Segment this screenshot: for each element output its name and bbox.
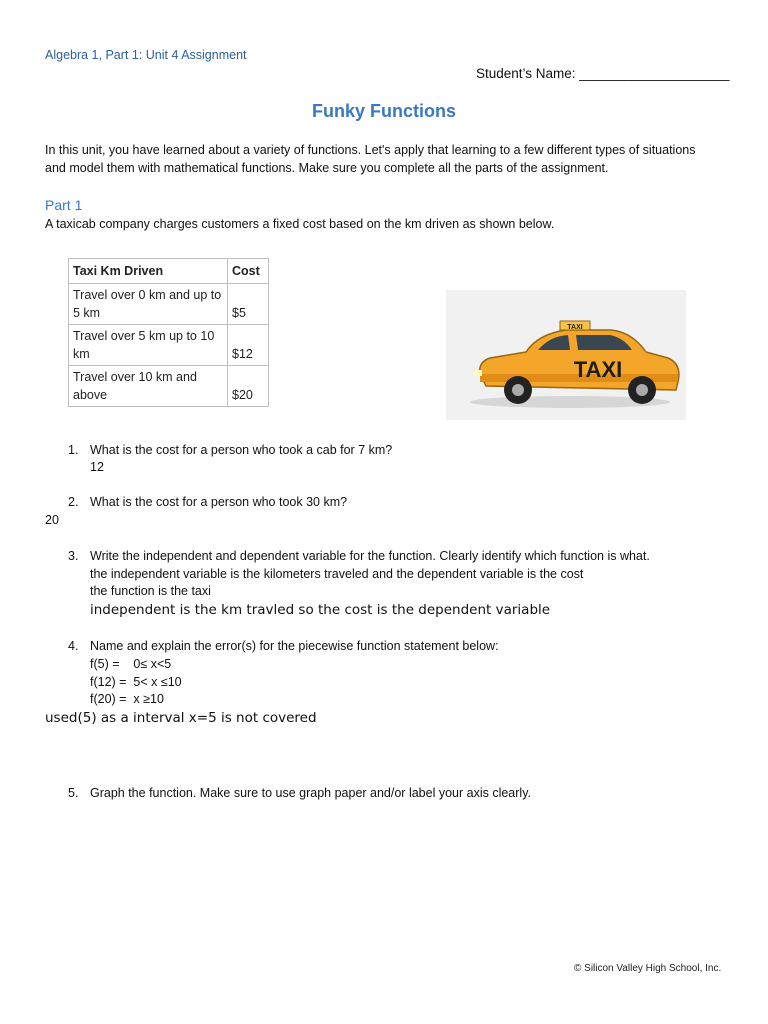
taxi-illustration (446, 290, 686, 420)
cell-line: Travel over 0 km and up to (73, 288, 222, 302)
question-2 (0, 495, 768, 513)
page-title: Funky Functions (312, 101, 456, 121)
course-header: Algebra 1, Part 1: Unit 4 Assignment (45, 48, 247, 62)
question-text: Write the independent and dependent variable for the function. Clearly identify which function is what. (90, 549, 650, 563)
question-number: 5. (68, 786, 79, 800)
answer-2: 20 (45, 513, 59, 527)
question-text: Graph the function. Make sure to use graph paper and/or label your axis clearly. (90, 786, 531, 800)
question-text: Name and explain the error(s) for the piecewise function statement below: (90, 639, 499, 653)
part-1-heading: Part 1 (45, 197, 83, 213)
question-number: 1. (68, 443, 79, 457)
taxi-cab-icon (446, 290, 686, 420)
taxi-fare-table (68, 258, 269, 407)
student-name-label: Student’s Name: ____________________ (476, 66, 730, 81)
intro-line-1: In this unit, you have learned about a variety of functions. Let's apply that learning to a few different types of situations (45, 143, 696, 157)
question-1 (0, 443, 768, 461)
answer-4: used(5) as a interval x=5 is not covered (45, 710, 317, 726)
question-text: What is the cost for a person who took 30 km? (90, 495, 348, 509)
intro-paragraph (45, 141, 735, 177)
table-cell-cost: $20 (228, 366, 269, 407)
table-header-cost: Cost (228, 259, 269, 284)
piecewise-line-2: f(12) = 5< x ≤10 (90, 675, 182, 689)
table-cell-cost: $5 (228, 284, 269, 325)
table-cell-km (69, 366, 228, 407)
question-5 (0, 786, 768, 804)
table-header-row (69, 259, 269, 284)
table-header-km: Taxi Km Driven (69, 259, 228, 284)
copyright-footer: © Silicon Valley High School, Inc. (574, 963, 722, 974)
cell-line: Travel over 10 km and (73, 370, 197, 384)
cell-line: 5 km (73, 306, 101, 320)
question-number: 4. (68, 639, 79, 653)
table-row (69, 366, 269, 407)
intro-line-2: and model them with mathematical functions. Make sure you complete all the parts of the assignment. (45, 161, 609, 175)
table-cell-cost: $12 (228, 325, 269, 366)
taxi-door-sign: TAXI (573, 357, 623, 382)
table-row (69, 325, 269, 366)
answer-3-line-1: the independent variable is the kilometers traveled and the dependent variable is the cost (90, 567, 584, 581)
question-number: 3. (68, 549, 79, 563)
question-3 (0, 549, 768, 567)
answer-3-line-2: the function is the taxi (90, 584, 211, 598)
answer-3-line-3: independent is the km travled so the cost is the dependent variable (90, 602, 551, 618)
cell-line: km (73, 347, 90, 361)
table-cell-km (69, 325, 228, 366)
piecewise-line-1: f(5) = 0≤ x<5 (90, 657, 172, 671)
table-cell-km (69, 284, 228, 325)
answer-1: 12 (90, 460, 104, 474)
taxi-roof-sign: TAXI (567, 324, 583, 331)
piecewise-line-3: f(20) = x ≥10 (90, 692, 164, 706)
part-1-description: A taxicab company charges customers a fixed cost based on the km driven as shown below. (45, 217, 555, 231)
cell-line: above (73, 388, 108, 402)
question-text: What is the cost for a person who took a cab for 7 km? (90, 443, 393, 457)
cell-line: Travel over 5 km up to 10 (73, 329, 215, 343)
table-row (69, 284, 269, 325)
question-4 (0, 639, 768, 657)
question-number: 2. (68, 495, 79, 509)
